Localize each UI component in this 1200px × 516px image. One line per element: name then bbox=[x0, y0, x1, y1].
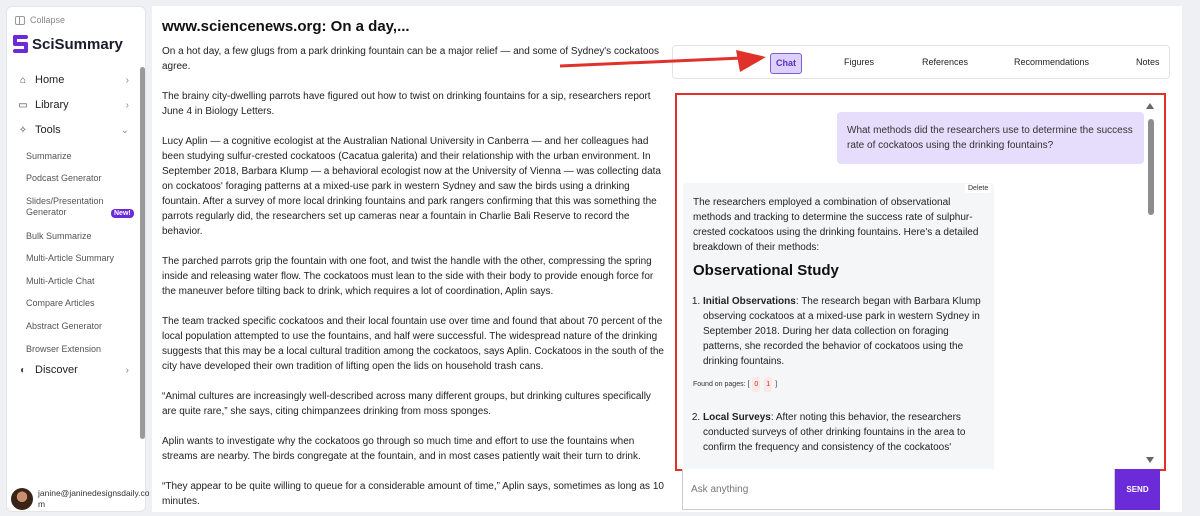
article-paragraph: The parched parrots grip the fountain with one foot, and twist the handle with the other, compressing the spring inside and releasing water flow. The cockatoos must lean to the side with their body to provide enough force for the maneuver before tilting back to drink, which requires a lot of coordination, Aplin says. bbox=[162, 256, 654, 297]
sidebar-item-label: Discover bbox=[35, 364, 78, 376]
wand-icon: ✧ bbox=[18, 124, 28, 136]
chevron-right-icon: › bbox=[125, 364, 129, 376]
article-paragraph: The team tracked specific cockatoos and their local fountain use over time and found that about 70 percent of the local population attempted to use the fountains, and half were successful. The widespread nature of the drinking suggests that this may be a local cultural tradition among the cockatoos, says Aplin. Cockatoos in the south of the city have developed their own tradition of lifting open the lids on household trash cans. bbox=[162, 316, 664, 372]
article-paragraph: On a hot day, a few glugs from a park drinking fountain can be a major relief — and some of Sydney's cockatoos agree. bbox=[162, 46, 659, 72]
tab-references[interactable]: References bbox=[922, 57, 969, 67]
page-link[interactable]: 1 bbox=[764, 377, 772, 392]
collapse-button[interactable] bbox=[15, 15, 65, 25]
chevron-right-icon: › bbox=[125, 99, 129, 111]
item-title: Local Surveys bbox=[703, 412, 771, 423]
collapse-icon bbox=[15, 16, 25, 25]
chat-input[interactable] bbox=[682, 469, 1115, 510]
sidebar-tool-abstract-generator[interactable]: Abstract Generator bbox=[26, 321, 103, 331]
page-link[interactable]: 0 bbox=[752, 377, 760, 392]
brand-name: SciSummary bbox=[32, 35, 123, 53]
chat-messages[interactable] bbox=[675, 93, 1166, 471]
ai-message bbox=[683, 183, 994, 471]
tab-figures[interactable]: Figures bbox=[844, 57, 875, 67]
article-paragraph: “They appear to be quite willing to queue for a considerable amount of time,” Aplin says, sometimes as long as 10 minutes. bbox=[162, 481, 664, 507]
sidebar-tool-compare-articles[interactable]: Compare Articles bbox=[26, 298, 95, 308]
sidebar-tool-multi-article-chat[interactable]: Multi-Article Chat bbox=[26, 276, 95, 286]
sidebar-item-discover[interactable] bbox=[17, 364, 129, 376]
sidebar-scrollbar[interactable] bbox=[140, 67, 145, 439]
user-message: What methods did the researchers use to determine the success rate of cockatoos using the drinking fountains? bbox=[837, 112, 1144, 164]
sidebar-tool-browser-extension[interactable]: Browser Extension bbox=[26, 344, 102, 354]
tab-notes[interactable]: Notes bbox=[1136, 57, 1160, 67]
delete-button[interactable]: Delete bbox=[965, 184, 991, 193]
tab-recommendations[interactable]: Recommendations bbox=[1014, 57, 1090, 67]
annotation-arrow bbox=[560, 50, 770, 78]
sidebar bbox=[6, 6, 150, 512]
ai-method-list bbox=[693, 410, 984, 455]
send-button[interactable]: SEND bbox=[1115, 469, 1160, 510]
item-title: Initial Observations bbox=[703, 296, 796, 307]
sidebar-tool-slides-generator[interactable]: Slides/Presentation Generator bbox=[26, 196, 104, 217]
globe-icon: ◐ bbox=[19, 364, 27, 376]
brand-logo[interactable] bbox=[13, 35, 123, 53]
home-icon: ⌂ bbox=[19, 74, 27, 86]
user-email: janine@janinedesignsdaily.com bbox=[38, 488, 150, 509]
sidebar-tool-summarize[interactable]: Summarize bbox=[26, 151, 72, 161]
sidebar-item-library[interactable] bbox=[17, 99, 129, 111]
article-paragraph: Aplin wants to investigate why the cockatoos go through so much time and effort to use the fountains when streams are nearby. The birds congregate at the fountain, and in most cases patiently wait their turn to drink. bbox=[162, 436, 641, 462]
article-paragraph: The brainy city-dwelling parrots have figured out how to twist on drinking fountains for a sip, researchers report June 4 in Biology Letters. bbox=[162, 91, 651, 117]
item-text: : After noting this behavior, the researchers conducted surveys of other drinking fountains in the area to confirm the frequency and consistency of the cockatoos' bbox=[703, 412, 966, 453]
sidebar-tool-podcast-generator[interactable]: Podcast Generator bbox=[26, 173, 102, 183]
book-icon: ▭ bbox=[18, 99, 28, 111]
item-text: : The research began with Barbara Klump observing cockatoos at a mixed-use park in western Sydney in September 2018. During her data collection on foraging patterns, she recorded the behavior of cockatoos using the drinking fountains. bbox=[703, 296, 981, 367]
sidebar-item-home[interactable] bbox=[17, 74, 129, 86]
tab-chat[interactable]: Chat bbox=[770, 53, 802, 74]
page-title: www.sciencenews.org: On a day,... bbox=[162, 18, 410, 35]
new-badge: New! bbox=[111, 209, 134, 218]
sidebar-tool-multi-article-summary[interactable]: Multi-Article Summary bbox=[26, 253, 115, 263]
list-item bbox=[703, 294, 984, 369]
found-label: Found on pages: [ bbox=[693, 381, 750, 388]
article-paragraph: “Animal cultures are increasingly well-described across many different groups, but drinking cultures specifically are quite rare,” she says, citing chimpanzees drinking from moss sponges. bbox=[162, 391, 651, 417]
found-on-pages bbox=[693, 377, 984, 392]
sidebar-tool-bulk-summarize[interactable]: Bulk Summarize bbox=[26, 231, 92, 241]
sidebar-item-label: Library bbox=[35, 99, 69, 111]
ai-heading: Observational Study bbox=[693, 262, 839, 279]
chevron-right-icon: › bbox=[125, 74, 129, 86]
article-paragraph: Lucy Aplin — a cognitive ecologist at the Australian National University in Canberra — and her colleagues had been studying sulfur-crested cockatoos (Cacatua galerita) and their relationship with the urban environment. In September 2018, Barbara Klump — a behavioral ecologist now at the University of Vienna — was collecting data on cockatoos' foraging patterns at a mixed-use park in western Sydney and saw the birds using a drinking fountain. After a survey of more local drinking fountains and park rangers confirming that this was something the parrots regularly did, the researchers set up cameras near a fountain in Charlie Bali Reserve to record the behavior. bbox=[162, 136, 661, 237]
sidebar-item-tools[interactable] bbox=[17, 124, 129, 136]
ai-method-list bbox=[693, 294, 984, 369]
chat-scrollbar[interactable] bbox=[1148, 119, 1154, 215]
scroll-down-icon[interactable] bbox=[1146, 457, 1154, 463]
chevron-down-icon: ⌄ bbox=[120, 124, 129, 136]
logo-icon bbox=[13, 35, 28, 53]
sidebar-item-label: Home bbox=[35, 74, 65, 86]
sidebar-item-label: Tools bbox=[35, 124, 61, 136]
avatar bbox=[11, 488, 33, 510]
list-item bbox=[703, 410, 984, 455]
found-end: ] bbox=[775, 381, 778, 388]
scroll-up-icon[interactable] bbox=[1146, 103, 1154, 109]
user-account[interactable] bbox=[11, 488, 150, 510]
article-text bbox=[162, 44, 664, 516]
collapse-label: Collapse bbox=[30, 15, 66, 25]
ai-intro: The researchers employed a combination of observational methods and tracking to determine the success rate of sulphur-crested cockatoos using the drinking fountains. Here's a detailed breakdown of their methods: bbox=[693, 197, 979, 253]
